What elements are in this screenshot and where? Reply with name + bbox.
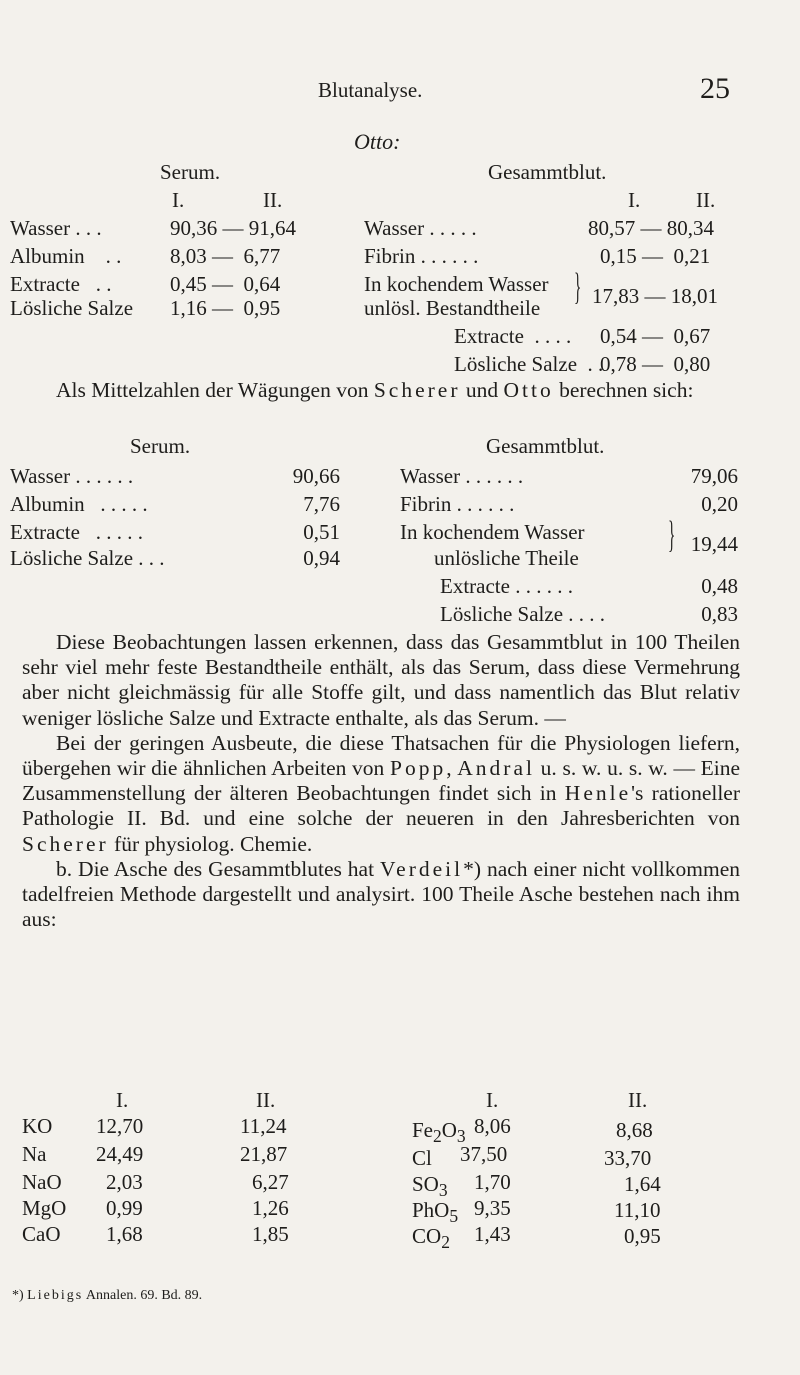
table1-blood-col-ii: II. [696, 188, 716, 212]
table2-serum-row: Extracte . . . . . [10, 520, 143, 544]
table1-serum-heading: Serum. [160, 160, 221, 184]
table1-serum-col-i: I. [172, 188, 185, 212]
table2-blood-row: unlösliche Theile [434, 546, 579, 570]
table1-serum-row: Extracte . . [10, 272, 112, 296]
table1-blood-row: unlösl. Bestandtheile [364, 296, 541, 320]
table1-serum-cell: 1,16 — 0,95 [170, 296, 281, 320]
table1-blood-cell: 0,78 — 0,80 [600, 352, 711, 376]
table1-blood-cell: 17,83 — 18,01 [592, 284, 718, 308]
table1-serum-cell: 8,03 — 6,77 [170, 244, 281, 268]
table1-author: Otto: [354, 129, 401, 154]
page-number: 25 [700, 72, 730, 105]
table2-serum-row: Albumin . . . . . [10, 492, 148, 516]
table2-blood-value: 0,83 [701, 602, 738, 626]
table1-serum-row: Lösliche Salze [10, 296, 134, 320]
table1-blood-cell: 0,15 — 0,21 [600, 244, 711, 268]
paragraph-observations: Diese Beobachtungen lassen erkennen, dass das Gesammtblut in 100 Theilen sehr viel mehr feste Bestandtheile enthält, als das Serum, dass diese Vermehrung aber nicht gleichmässig für alle Stoffe gilt, und dass namentlich das Blut relativ weniger lösliche Salze und Extracte enthalte, als das Serum. — [22, 630, 740, 730]
table1-blood-row: Wasser . . . . . [364, 216, 477, 240]
table1-serum-cell: 90,36 — 91,64 [170, 216, 296, 240]
table1-blood-row: Lösliche Salze . . [454, 352, 604, 376]
table2-blood-row: In kochendem Wasser [400, 520, 585, 544]
table2-serum-row: Lösliche Salze . . . [10, 546, 165, 570]
table2-blood-row: Extracte . . . . . . [440, 574, 573, 598]
table2-serum-value: 0,94 [303, 546, 340, 570]
table2-serum-row: Wasser . . . . . . [10, 464, 134, 488]
table2-blood-row: Wasser . . . . . . [400, 464, 524, 488]
page: Blutanalyse. 25 Otto: Serum. Gesammtblut. I. II. I. II. Wasser . . . 90,36 — 91,64 Albumin . . 8,03 — 6,77 Extracte . . 0,45 — 0,64 Lösliche Salze 1,16 — 0,95 Wasser . . . . . 80,57 — 80,34 Fibrin . . . . . . 0,15 — 0,21 In kochendem Wasser unlösl. Bestandtheile } 17,83 — 18,01 Extracte . . . . 0,54 — 0,67 Lösliche Salze . . 0,78 — 0,80 Als Mittelzahlen der Wägungen von Scherer und Otto berechnen sich: Serum. Gesammtblut. Wasser . . . . . . 90,66 Albumin . . . . . 7,76 Extracte . . . . . 0,51 Lösliche Salze . . . 0,94 Wasser . . . . . . 79,06 Fibrin . . . . . . 0,20 In kochendem Wasser unlösliche Theile } 19,44 Extracte . . . . . . 0,48 Lösliche Salze . . . . 0,83 Diese Beobachtungen lassen erkennen, dass das Gesammtblut in 100 Theilen sehr viel mehr feste Bestandtheile enthält, als das Serum, dass diese Vermehrung aber nicht gleichmässig für alle Stoffe gilt, und dass namentlich das Blut relativ weniger lösliche Salze und Extracte enthalte, als das Serum. — Bei der geringen Ausbeute, die diese Thatsachen für die Physiologen liefern, übergehen wir die ähnlichen Arbeiten von Popp, Andral u. s. w. u. s. w. — Eine Zusammenstellung der älteren Beobachtungen findet sich in Henle's rationeller Pathologie II. Bd. und eine solche der neueren in den Jahresberichten von Scherer für physiolog. Chemie. b. Die Asche des Gesammtblutes hat Verdeil*) nach einer nicht vollkommen tadelfreien Methode dargestellt und analysirt. 100 Theile Asche bestehen nach ihm aus: I. II. I. II. KO 12,70 11,24 Na 24,49 21,87 NaO 2,03 6,27 MgO 0,99 1,26 CaO 1,68 1,85 $Fe_2O_3$ 8,06 8,68 Cl 37,50 33,70 $SO_3$ 1,70 1,64 PhO$_5$ 9,35 11,10 $CO_2$ 1,43 0,95 *) Liebigs Annalen. 69. Bd. 89. [10, 72, 741, 1303]
table3-right-col-i: I. [486, 1088, 499, 1112]
table2-blood-row: Lösliche Salze . . . . [440, 602, 606, 626]
table2-blood-value: 19,44 [690, 532, 738, 556]
brace-icon: } [574, 266, 582, 308]
brace-icon: } [668, 514, 676, 556]
table2-blood-value: 0,48 [701, 574, 738, 598]
table2-serum-value: 7,76 [303, 492, 340, 516]
paragraph-ash: b. Die Asche des Gesammtblutes hat Verdeil*) nach einer nicht vollkommen tadelfreien Methode dargestellt und analysirt. 100 Theile Asche bestehen nach ihm aus: [22, 856, 740, 932]
table1-blood-row: In kochendem Wasser [364, 272, 549, 296]
table1-blood-col-i: I. [628, 188, 641, 212]
paragraph-mean-values: Als Mittelzahlen der Wägungen von Scherer und Otto berechnen sich: [56, 378, 694, 402]
table1-blood-heading: Gesammtblut. [488, 160, 607, 184]
table2-blood-value: 79,06 [690, 464, 738, 488]
table1-serum-row: Wasser . . . [10, 216, 102, 240]
table3-left-col-i: I. [116, 1088, 129, 1112]
body-text [22, 630, 740, 932]
footnote: *) Liebigs Annalen. 69. Bd. 89. [12, 1288, 203, 1303]
running-header: Blutanalyse. [318, 78, 423, 102]
table2-serum-value: 90,66 [292, 464, 340, 488]
paragraph-literature: Bei der geringen Ausbeute, die diese Thatsachen für die Physiologen liefern, übergehen wir die ähnlichen Arbeiten von Popp, Andral u. s. w. u. s. w. — Eine Zusammenstellung der älteren Beobachtungen findet sich in Henle's rationeller Pathologie II. Bd. und eine solche der neueren in den Jahresberichten von Scherer für physiolog. Chemie. [22, 730, 741, 856]
table1-blood-cell: 80,57 — 80,34 [588, 216, 714, 240]
table1-blood-row: Fibrin . . . . . . [364, 244, 479, 268]
table2-blood-heading: Gesammtblut. [486, 434, 605, 458]
table2-serum-heading: Serum. [130, 434, 191, 458]
table1-serum-row: Albumin . . [10, 244, 122, 268]
table1-blood-row: Extracte . . . . [454, 324, 572, 348]
table3-right-col-ii: II. [628, 1088, 648, 1112]
table2-blood-row: Fibrin . . . . . . [400, 492, 515, 516]
table2-serum-value: 0,51 [303, 520, 340, 544]
table2-blood-value: 0,20 [701, 492, 738, 516]
table1-blood-cell: 0,54 — 0,67 [600, 324, 711, 348]
table1-serum-col-ii: II. [263, 188, 283, 212]
table1-serum-cell: 0,45 — 0,64 [170, 272, 281, 296]
table3-left-col-ii: II. [256, 1088, 276, 1112]
